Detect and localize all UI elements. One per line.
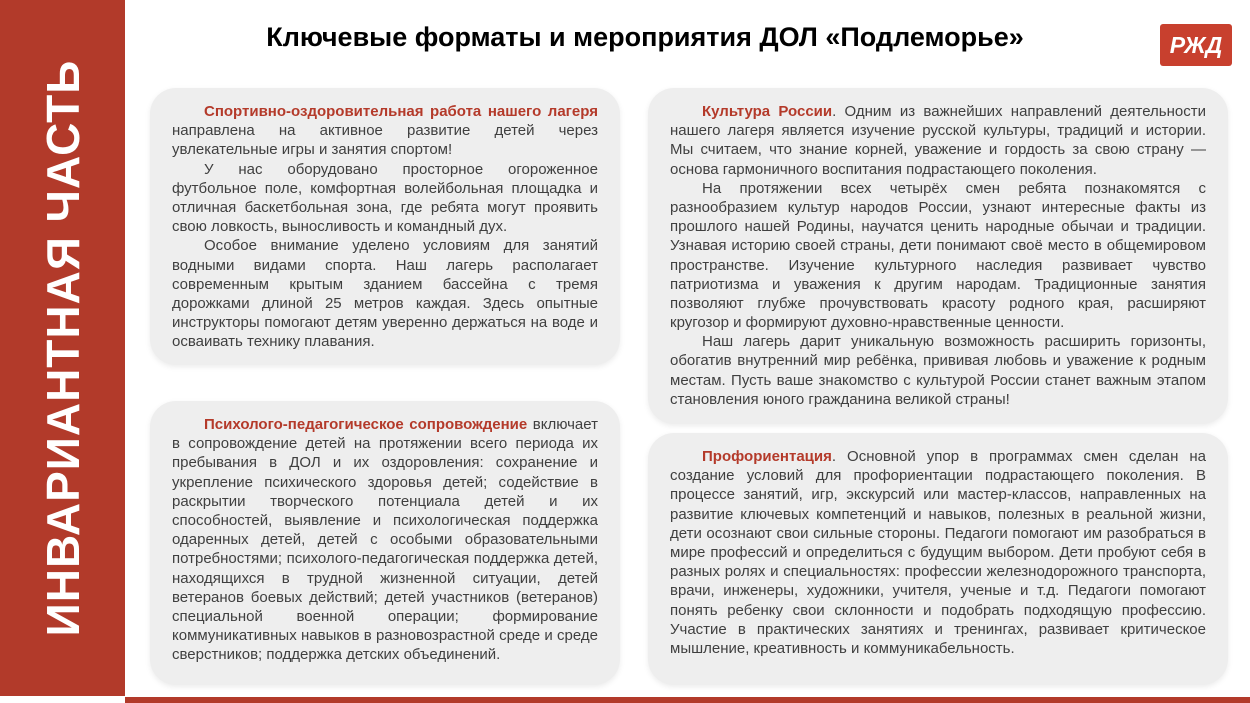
- card-paragraph: Особое внимание уделено условиям для занятий водными видами спорта. Наш лагерь располагает современным крытым зданием бассейна с тремя дорожками длиной 25 метров каждая. Здесь опытные инструкторы помогают детям уверенно держаться на воде и осваивать технику плавания.: [172, 237, 598, 351]
- card-lead-paragraph: [172, 415, 598, 664]
- card-lead-paragraph: [670, 447, 1206, 658]
- card-lead-paragraph: [172, 102, 598, 160]
- card-intro-text: . Основной упор в программах смен сделан на создание условий для профориентации подрастающего поколения. В процессе занятий, игр, экскурсий или мастер-классов, направленных на развитие ключевых компетенций и навыков, полезных в реальной жизни, дети осознают свои сильные стороны. Педагоги помогают им разобраться в мире профессий и определиться с будущим выбором. Дети пробуют себя в разных ролях и специальностях: профессии железнодорожного транспорта, врачи, инженеры, художники, учителя, ученые и т.д. Педагоги помогают понять ребенку свои склонности и подобрать подходящую профессию. Участие в практических занятиях и тренингах, развивает критическое мышление, креативность и коммуникабельность.: [670, 448, 1206, 657]
- bottom-accent-bar: [125, 697, 1250, 703]
- card-intro-text: включает в сопровождение детей на протяжении всего периода их пребывания в ДОЛ и их оздоровления: сохранение и укрепление психического здоровья детей; содействие в раскрытии творческого потенциала детей и их способностей, выявление и психологическая поддержка одаренных детей, детей с особыми образовательными потребностями; психолого-педагогическая поддержка детей, находящихся в трудной жизненной ситуации, детей ветеранов боевых действий; детей участников (ветеранов) специальной военной операции; формирование коммуникативных навыков в разновозрастной среде и среде сверстников; поддержка детских объединений.: [172, 416, 598, 664]
- sidebar: [0, 0, 125, 696]
- sidebar-label: ИНВАРИАНТНАЯ ЧАСТЬ: [36, 59, 89, 637]
- card-heading: Спортивно-оздоровительная работа нашего лагеря: [204, 103, 598, 120]
- card-sport: [150, 88, 620, 365]
- rzd-logo: [1160, 24, 1232, 66]
- page-title: Ключевые форматы и мероприятия ДОЛ «Подлеморье»: [266, 22, 1024, 52]
- card-paragraph: Наш лагерь дарит уникальную возможность расширить горизонты, обогатив внутренний мир ребёнка, прививая любовь и уважение к родным местам. Пусть ваше знакомство с культурой России станет важным этапом становления юного гражданина великой страны!: [670, 333, 1206, 408]
- card-paragraph: На протяжении всех четырёх смен ребята познакомятся с разнообразием культур народов России, узнают интересные факты из прошлого нашей Родины, научатся ценить народные обычаи и традиции. Узнавая историю своей страны, дети понимают своё место в общемировом пространстве. Изучение культурного наследия развивает чувство патриотизма и уважения к другим народам. Традиционные занятия позволяют глубже прочувствовать красоту родного края, расширяют кругозор и формируют духовно-нравственные ценности.: [670, 179, 1206, 332]
- card-culture: [648, 88, 1228, 424]
- card-paragraph: У нас оборудовано просторное огороженное футбольное поле, комфортная волейбольная площадка и отличная баскетбольная зона, где ребята могут проявить свою ловкость, выносливость и командный дух.: [172, 160, 598, 236]
- rzd-logo-text: РЖД: [1169, 32, 1223, 58]
- card-heading: Профориентация: [702, 448, 832, 465]
- card-psych: [150, 401, 620, 685]
- card-prof: [648, 433, 1228, 685]
- card-intro-text: . Одним из важнейших направлений деятельности нашего лагеря является изучение русской культуры, традиций и истории. Мы считаем, что знание корней, уважение и гордость за свою страну — основа гармоничного воспитания подрастающего поколения.: [670, 103, 1206, 178]
- card-heading: Психолого-педагогическое сопровождение: [204, 416, 528, 433]
- rzd-logo-icon: [1160, 24, 1232, 66]
- card-intro-text: направлена на активное развитие детей через увлекательные игры и занятия спортом!: [172, 122, 598, 159]
- card-heading: Культура России: [702, 103, 833, 120]
- card-lead-paragraph: [670, 102, 1206, 179]
